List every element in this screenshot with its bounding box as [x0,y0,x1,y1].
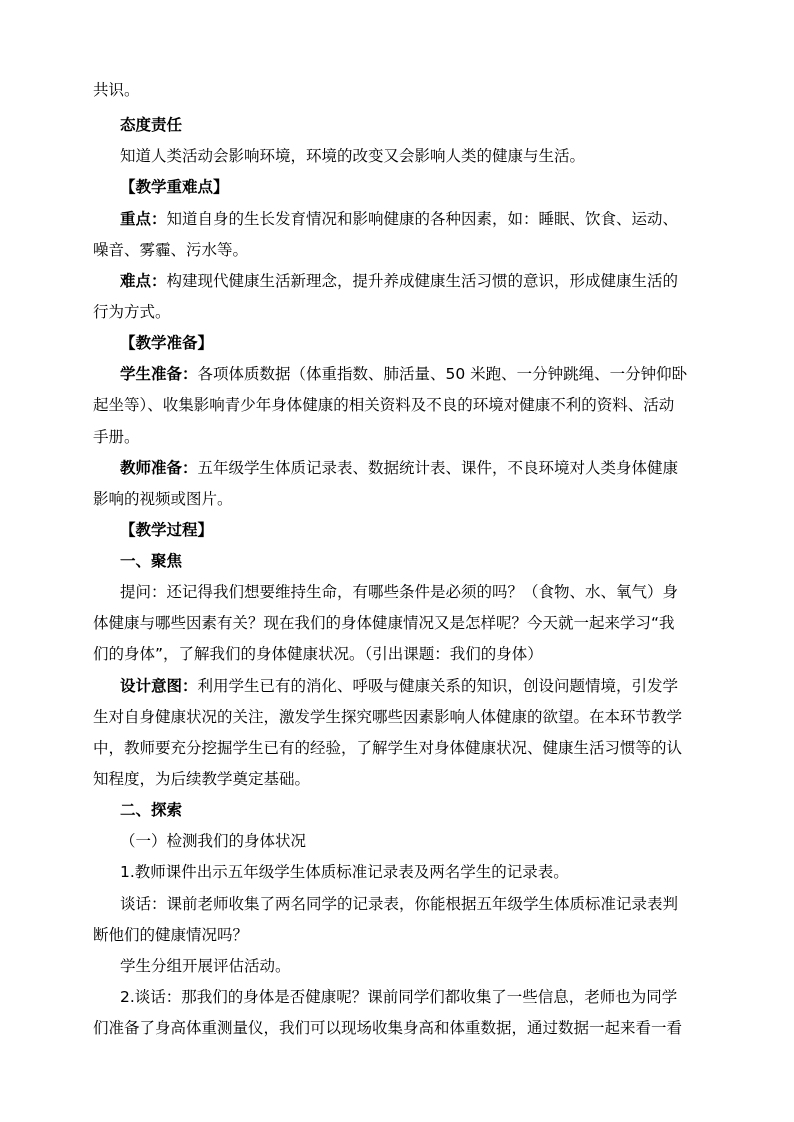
section-heading: 二、探索 [120,801,183,819]
text-line: 生对自身健康状况的关注，激发学生探究哪些因素影响人体健康的欲望。在本环节教学 [93,708,683,726]
text-line: 断他们的健康情况吗？ [93,926,249,944]
text-line [120,458,678,478]
text-line: 共识。 [93,81,140,99]
text-line [120,271,678,291]
text-line: 起坐等）、收集影响青少年身体健康的相关资料及不良的环境对健康不利的资料、活动 [93,396,675,414]
text-line: 学生分组开展评估活动。 [120,957,291,975]
inline-label: 学生准备： [120,365,198,383]
text-line [120,209,678,229]
text-line: 们准备了身高体重测量仪，我们可以现场收集身高和体重数据，通过数据一起来看一看 [93,1019,683,1037]
text-line [120,364,687,384]
text-line: 中，教师要充分挖掘学生已有的经验，了解学生对身体健康状况、健康生活习惯等的认 [93,739,683,757]
inline-label: 教师准备： [120,459,198,477]
text-line: 体健康与哪些因素有关？现在我们的身体健康情况又是怎样呢？今天就一起来学习“我 [93,614,675,632]
text-line: 行为方式。 [93,303,171,321]
inline-text: 各项体质数据（体重指数、肺活量、50 米跑、一分钟跳绳、一分钟仰卧 [197,365,688,383]
text-line: 1.教师课件出示五年级学生体质标准记录表及两名学生的记录表。 [120,863,569,881]
inline-text: 构建现代健康生活新理念，提升养成健康生活习惯的意识，形成健康生活的 [166,272,679,290]
inline-text: 知道自身的生长发育情况和影响健康的各种因素，如：睡眠、饮食、运动、 [166,210,679,228]
text-line: 知道人类活动会影响环境，环境的改变又会影响人类的健康与生活。 [120,147,586,165]
text-line: 知程度，为后续教学奠定基础。 [93,770,311,788]
section-heading: 【教学重难点】 [120,178,229,196]
text-line: 2.谈话：那我们的身体是否健康呢？课前同学们都收集了一些信息，老师也为同学 [120,988,678,1006]
inline-text: 利用学生已有的消化、呼吸与健康关系的知识，创设问题情境，引发学 [197,677,679,695]
text-line: 影响的视频或图片。 [93,490,233,508]
text-line [120,676,678,696]
section-heading: 一、聚焦 [120,552,183,570]
text-line: 们的身体”，了解我们的身体健康状况。（引出课题：我们的身体） [93,645,543,663]
section-heading: 【教学准备】 [120,334,214,352]
text-line: 谈话：课前老师收集了两名同学的记录表，你能根据五年级学生体质标准记录表判 [120,895,679,913]
inline-label: 难点： [120,272,167,290]
text-line: （一）检测我们的身体状况 [120,832,307,850]
section-heading: 态度责任 [120,116,183,134]
section-heading: 【教学过程】 [120,521,214,539]
text-line: 提问：还记得我们想要维持生命，有哪些条件是必须的吗？（食物、水、氧气）身 [120,583,679,601]
inline-label: 设计意图： [120,677,198,695]
text-line: 噪音、雾霾、污水等。 [93,241,249,259]
inline-label: 重点： [120,210,167,228]
text-line: 手册。 [93,428,140,446]
inline-text: 五年级学生体质记录表、数据统计表、课件，不良环境对人类身体健康 [197,459,679,477]
